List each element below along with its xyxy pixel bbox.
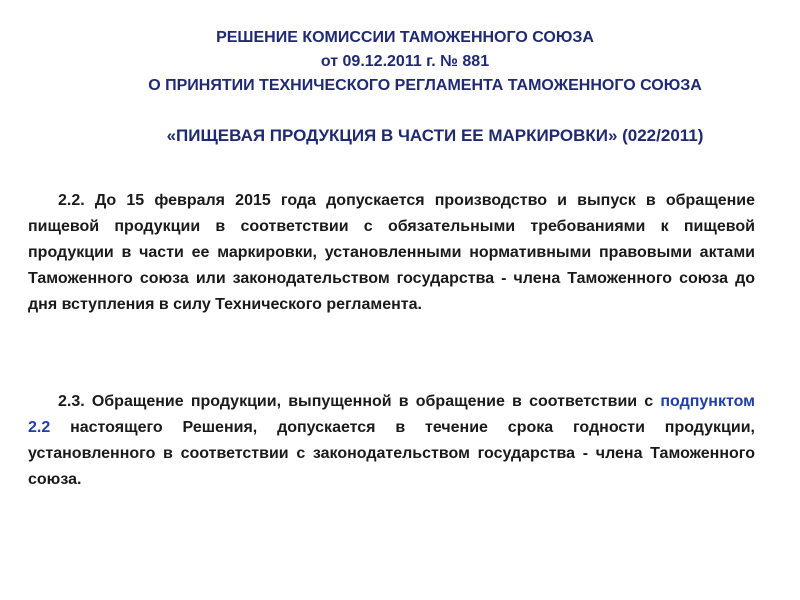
regulation-title: «ПИЩЕВАЯ ПРОДУКЦИЯ В ЧАСТИ ЕЕ МАРКИРОВКИ» (022/2011) (166, 126, 704, 145)
paragraph-2-3-text-end: настоящего Решения, допускается в течение срока годности продукции, установленного в соответствии с законодательством государства - члена Таможенного союза. (28, 419, 755, 488)
subclause-2-2-link[interactable]: подпунктом 2.2 (28, 393, 755, 436)
paragraph-2-2: 2.2. До 15 февраля 2015 года допускается производство и выпуск в обращение пищевой продукции в соответствии с обязательными требованиями к пищевой продукции в части ее маркировки, установленными нормативными правовыми актами Таможенного союза или законодательством государства - члена Таможенного союза до дня вступления в силу Технического регламента. (28, 192, 755, 313)
header-date-number: от 09.12.2011 г. № 881 (320, 53, 490, 70)
header-subject: О ПРИНЯТИИ ТЕХНИЧЕСКОГО РЕГЛАМЕНТА ТАМОЖЕННОГО СОЮЗА (148, 77, 702, 94)
paragraph-2-3-text-start: 2.3. Обращение продукции, выпущенной в обращение в соответствии с (58, 393, 661, 410)
header-title: РЕШЕНИЕ КОМИССИИ ТАМОЖЕННОГО СОЮЗА (216, 29, 594, 46)
paragraph-2-3 (28, 389, 755, 493)
document-header (60, 26, 750, 98)
